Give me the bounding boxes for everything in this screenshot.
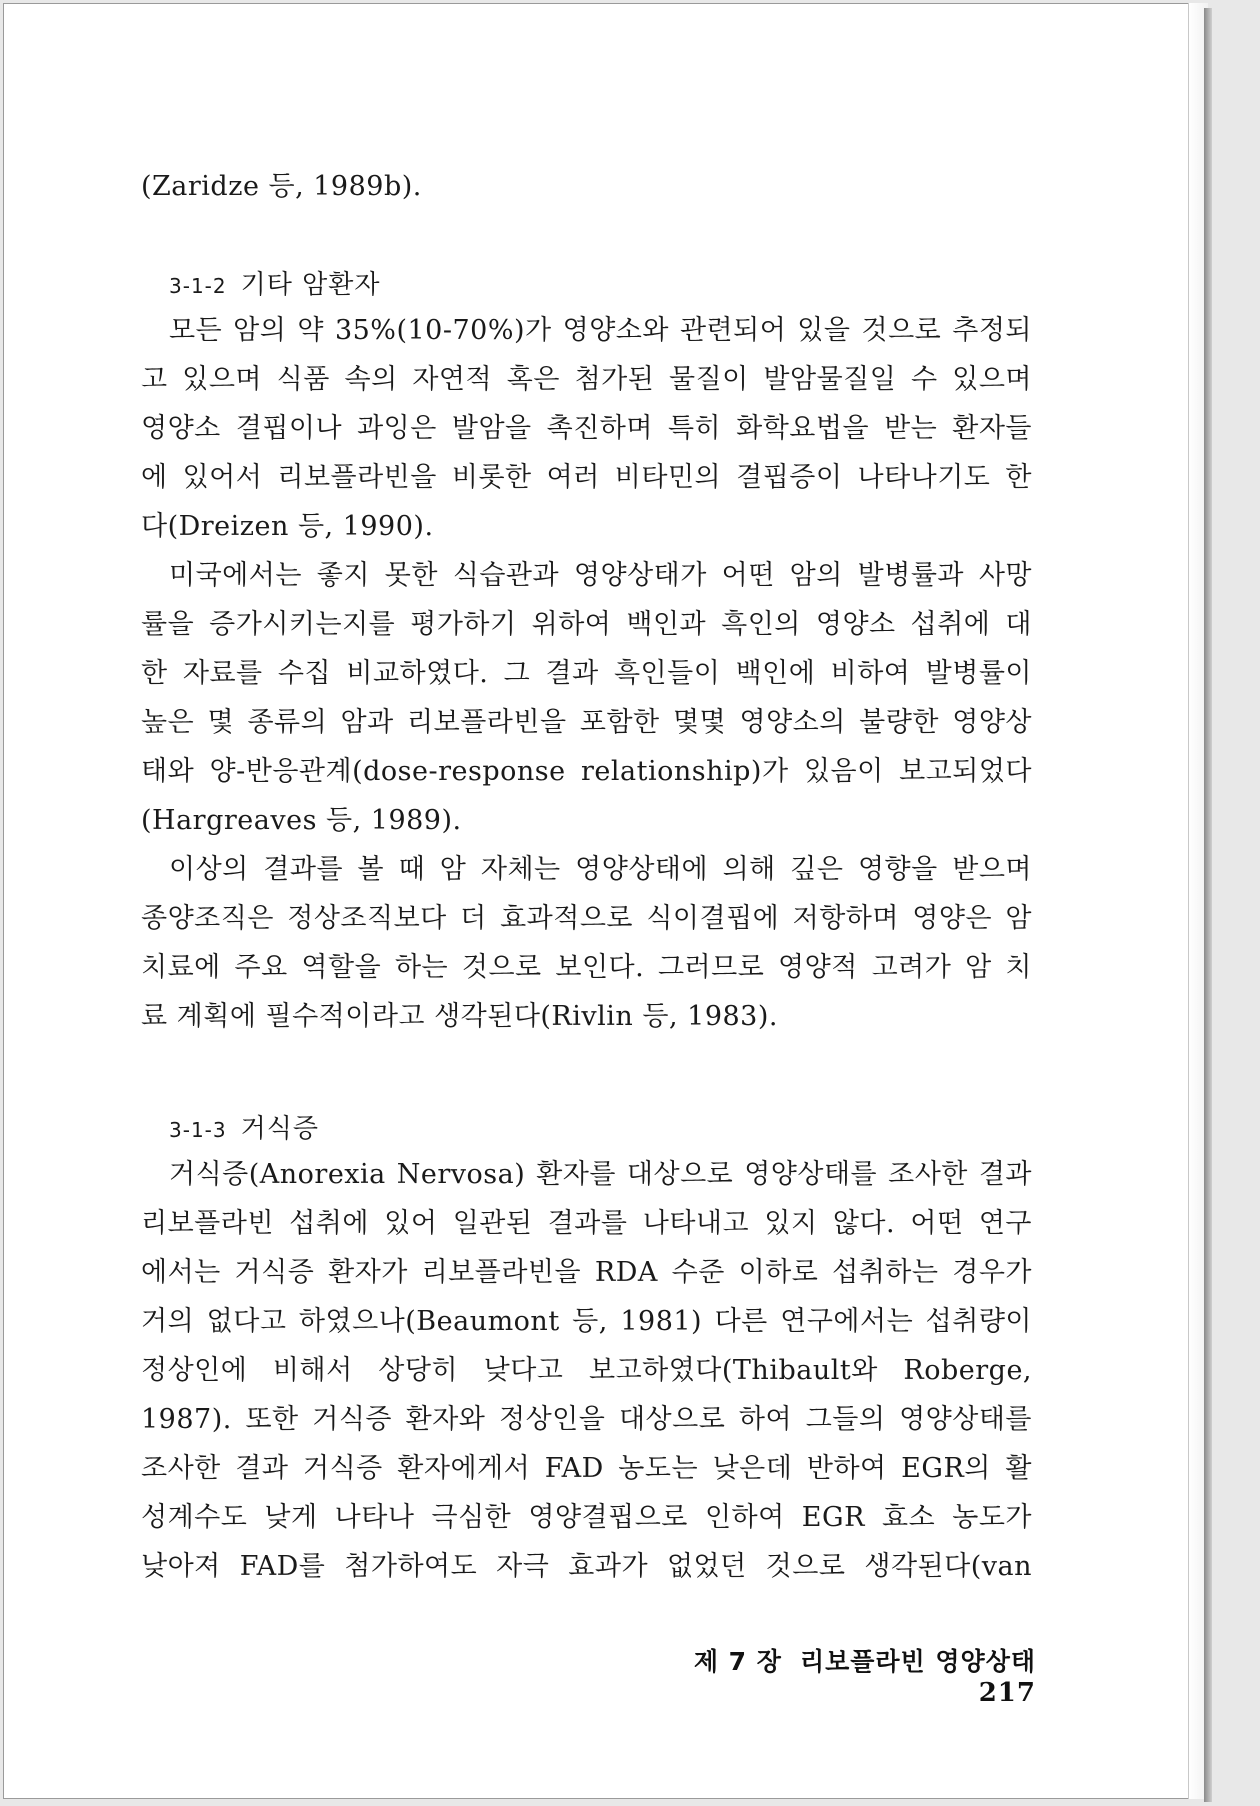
- opening-citation: (Zaridze 등, 1989b).: [141, 171, 422, 202]
- opening-citation-block: [141, 162, 1032, 211]
- running-footer: [636, 1642, 1036, 1708]
- section-heading-3-1-3: [141, 1108, 1032, 1145]
- text-line: 리보플라빈 섭취에 있어 일관된 결과를 나타내고 있지 않다. 어떤 연구: [141, 1208, 1032, 1239]
- section-number: 3-1-3: [169, 1118, 227, 1142]
- text-line: 높은 몇 종류의 암과 리보플라빈을 포함한 몇몇 영양소의 불량한 영양상: [141, 707, 1032, 738]
- text-line: 료 계획에 필수적이라고 생각된다(Rivlin 등, 1983).: [141, 1001, 778, 1032]
- paragraph-anorexia: [141, 1150, 1032, 1591]
- section-number: 3-1-2: [169, 274, 227, 298]
- text-line: 정상인에 비해서 상당히 낮다고 보고하였다(Thibault와 Roberge,: [141, 1355, 1032, 1386]
- section-title: 기타 암환자: [240, 270, 381, 300]
- text-line: 낮아져 FAD를 첨가하여도 자극 효과가 없었던 것으로 생각된다(van: [141, 1551, 1032, 1582]
- text-line: 한 자료를 수집 비교하였다. 그 결과 흑인들이 백인에 비하여 발병률이: [141, 658, 1032, 689]
- text-line: 성계수도 낮게 나타나 극심한 영양결핍으로 인하여 EGR 효소 농도가: [141, 1502, 1032, 1533]
- text-line: 고 있으며 식품 속의 자연적 혹은 첨가된 물질이 발암물질일 수 있으며: [141, 364, 1032, 395]
- text-line: 거의 없다고 하였으나(Beaumont 등, 1981) 다른 연구에서는 섭취량이: [141, 1306, 1032, 1337]
- chapter-title: 리보플라빈 영양상태: [799, 1647, 1036, 1676]
- section-body-3-1-2: [141, 306, 1032, 1041]
- text-line: 률을 증가시키는지를 평가하기 위하여 백인과 흑인의 영양소 섭취에 대: [141, 609, 1032, 640]
- text-line: 치료에 주요 역할을 하는 것으로 보인다. 그러므로 영양적 고려가 암 치: [141, 952, 1032, 983]
- text-line: 모든 암의 약 35%(10-70%)가 영양소와 관련되어 있을 것으로 추정되: [169, 315, 1032, 346]
- text-line: (Hargreaves 등, 1989).: [141, 805, 462, 836]
- section-body-3-1-3: [141, 1150, 1032, 1591]
- paragraph-conclusion: [141, 845, 1032, 1041]
- text-line: 미국에서는 좋지 못한 식습관과 영양상태가 어떤 암의 발병률과 사망: [169, 560, 1032, 591]
- paragraph-cancer-nutrients: [141, 306, 1032, 551]
- section-heading-3-1-2: [141, 264, 1032, 301]
- text-line: 거식증(Anorexia Nervosa) 환자를 대상으로 영양상태를 조사한 결과: [169, 1159, 1032, 1190]
- text-line: 다(Dreizen 등, 1990).: [141, 511, 434, 542]
- text-line: 1987). 또한 거식증 환자와 정상인을 대상으로 하여 그들의 영양상태를: [141, 1404, 1032, 1435]
- page-shadow: [1204, 8, 1212, 1802]
- text-line: 종양조직은 정상조직보다 더 효과적으로 식이결핍에 저항하며 영양은 암: [141, 903, 1032, 934]
- paragraph-us-study: [141, 551, 1032, 845]
- page-number: 217: [978, 1678, 1036, 1708]
- text-line: 영양소 결핍이나 과잉은 발암을 촉진하며 특히 화학요법을 받는 환자들: [141, 413, 1032, 444]
- text-line: 태와 양-반응관계(dose-response relationship)가 있음이 보고되었다: [141, 756, 1032, 787]
- text-line: 에서는 거식증 환자가 리보플라빈을 RDA 수준 이하로 섭취하는 경우가: [141, 1257, 1032, 1288]
- text-line: 조사한 결과 거식증 환자에게서 FAD 농도는 낮은데 반하여 EGR의 활: [141, 1453, 1032, 1484]
- text-line: 에 있어서 리보플라빈을 비롯한 여러 비타민의 결핍증이 나타나기도 한: [141, 462, 1032, 493]
- text-line: 이상의 결과를 볼 때 암 자체는 영양상태에 의해 깊은 영향을 받으며: [169, 854, 1032, 885]
- section-title: 거식증: [240, 1114, 319, 1144]
- chapter-label: 제 7 장: [693, 1647, 782, 1676]
